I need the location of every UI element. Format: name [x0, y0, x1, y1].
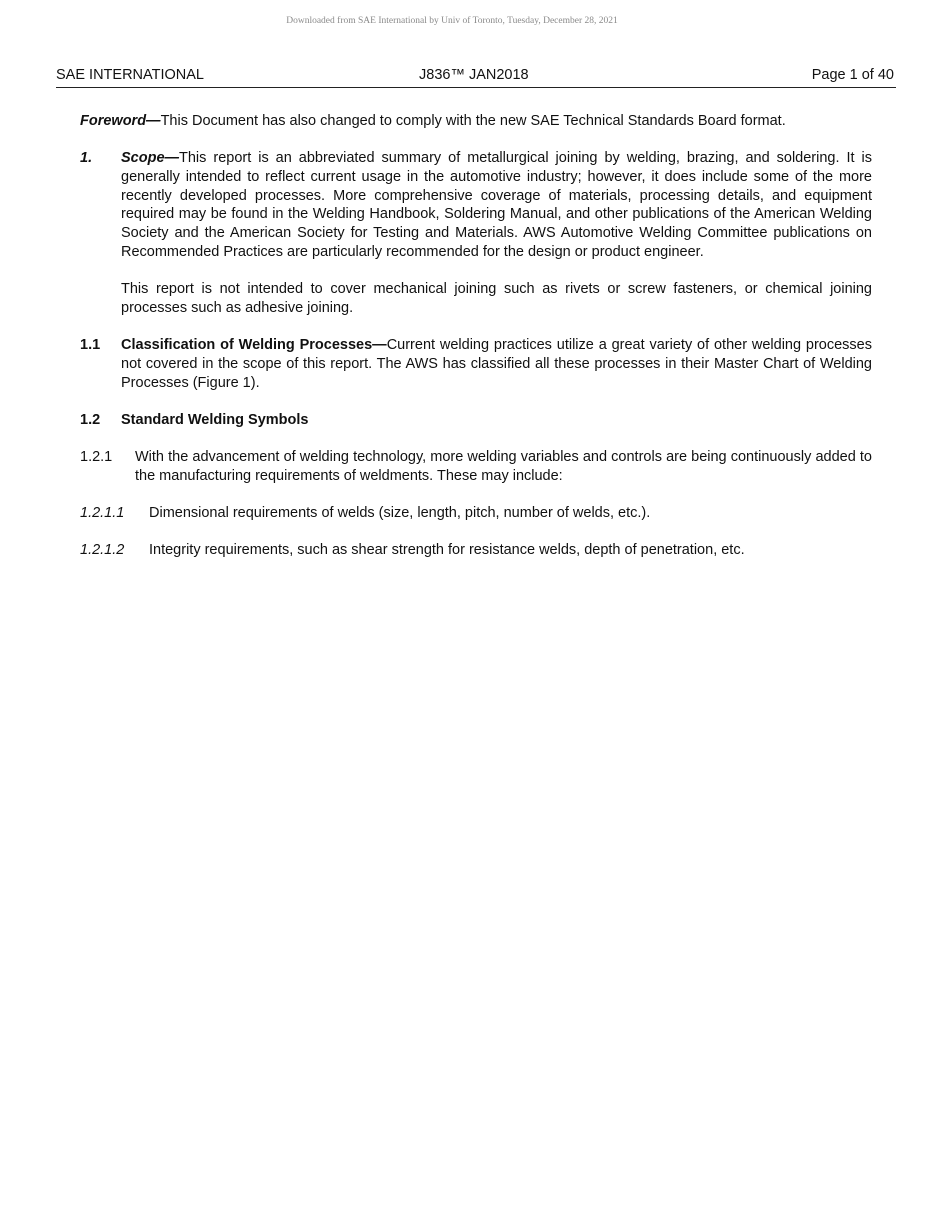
download-watermark: Downloaded from SAE International by Univ of Toronto, Tuesday, December 28, 2021: [286, 16, 618, 26]
section-1-1: [80, 336, 872, 392]
section-body: [121, 336, 872, 392]
section-number: 1.2.1.2: [80, 542, 125, 559]
scope-text: This report is an abbreviated summary of metallurgical joining by welding, brazing, and soldering. It is generally intended to reflect current usage in the automotive industry; however, it does include some of the more recently developed processes. More comprehensive coverage of materials, processing details, and equipment required may be found in the Welding Handbook, Soldering Manual, and other publications of the American Welding Society and the American Society for Testing and Materials. AWS Automotive Welding Committee publications on Recommended Practices are particularly recommended for the design or product engineer.: [121, 150, 872, 260]
section-1-2-1-2-text: Integrity requirements, such as shear strength for resistance welds, depth of penetration, etc.: [149, 542, 745, 559]
section-1-2: [80, 411, 872, 430]
section-1-2-heading: Standard Welding Symbols: [121, 411, 309, 428]
foreword-text: This Document has also changed to comply with the new SAE Technical Standards Board format.: [160, 113, 786, 129]
section-1-2-1-2: [80, 541, 872, 560]
page-header: [56, 67, 896, 88]
header-document-id: J836™ JAN2018: [419, 67, 529, 83]
section-number: 1.: [80, 150, 93, 167]
scope-second-paragraph: This report is not intended to cover mechanical joining such as rivets or screw fasteners, or chemical joining processes such as adhesive joining.: [121, 281, 872, 316]
section-scope: [80, 149, 872, 261]
section-number: 1.1: [80, 337, 101, 354]
section-1-2-1-1-text: Dimensional requirements of welds (size, length, pitch, number of welds, etc.).: [149, 505, 651, 522]
section-number: 1.2.1.1: [80, 505, 125, 522]
foreword-paragraph: [80, 112, 872, 131]
section-1-1-label: Classification of Welding Processes—: [121, 337, 387, 354]
header-organization: SAE INTERNATIONAL: [56, 67, 204, 83]
section-number: 1.2: [80, 411, 101, 428]
section-1-2-1: [80, 448, 872, 485]
section-body: [121, 149, 872, 261]
scope-label: Scope—: [121, 150, 180, 167]
section-number: 1.2.1: [80, 449, 113, 466]
section-1-1-text: Current welding practices utilize a great variety of other welding processes not covered in the scope of this report. The AWS has classified all these processes in their Master Chart of Welding Processes (Figure 1).: [121, 337, 872, 391]
header-page-number: Page 1 of 40: [811, 67, 894, 83]
section-1-2-1-text: With the advancement of welding technology, more welding variables and controls are being continuously added to the manufacturing requirements of weldments. These may include:: [135, 449, 872, 484]
foreword-label: Foreword—: [80, 113, 161, 129]
document-body: [80, 112, 872, 579]
section-1-2-1-1: [80, 504, 872, 523]
